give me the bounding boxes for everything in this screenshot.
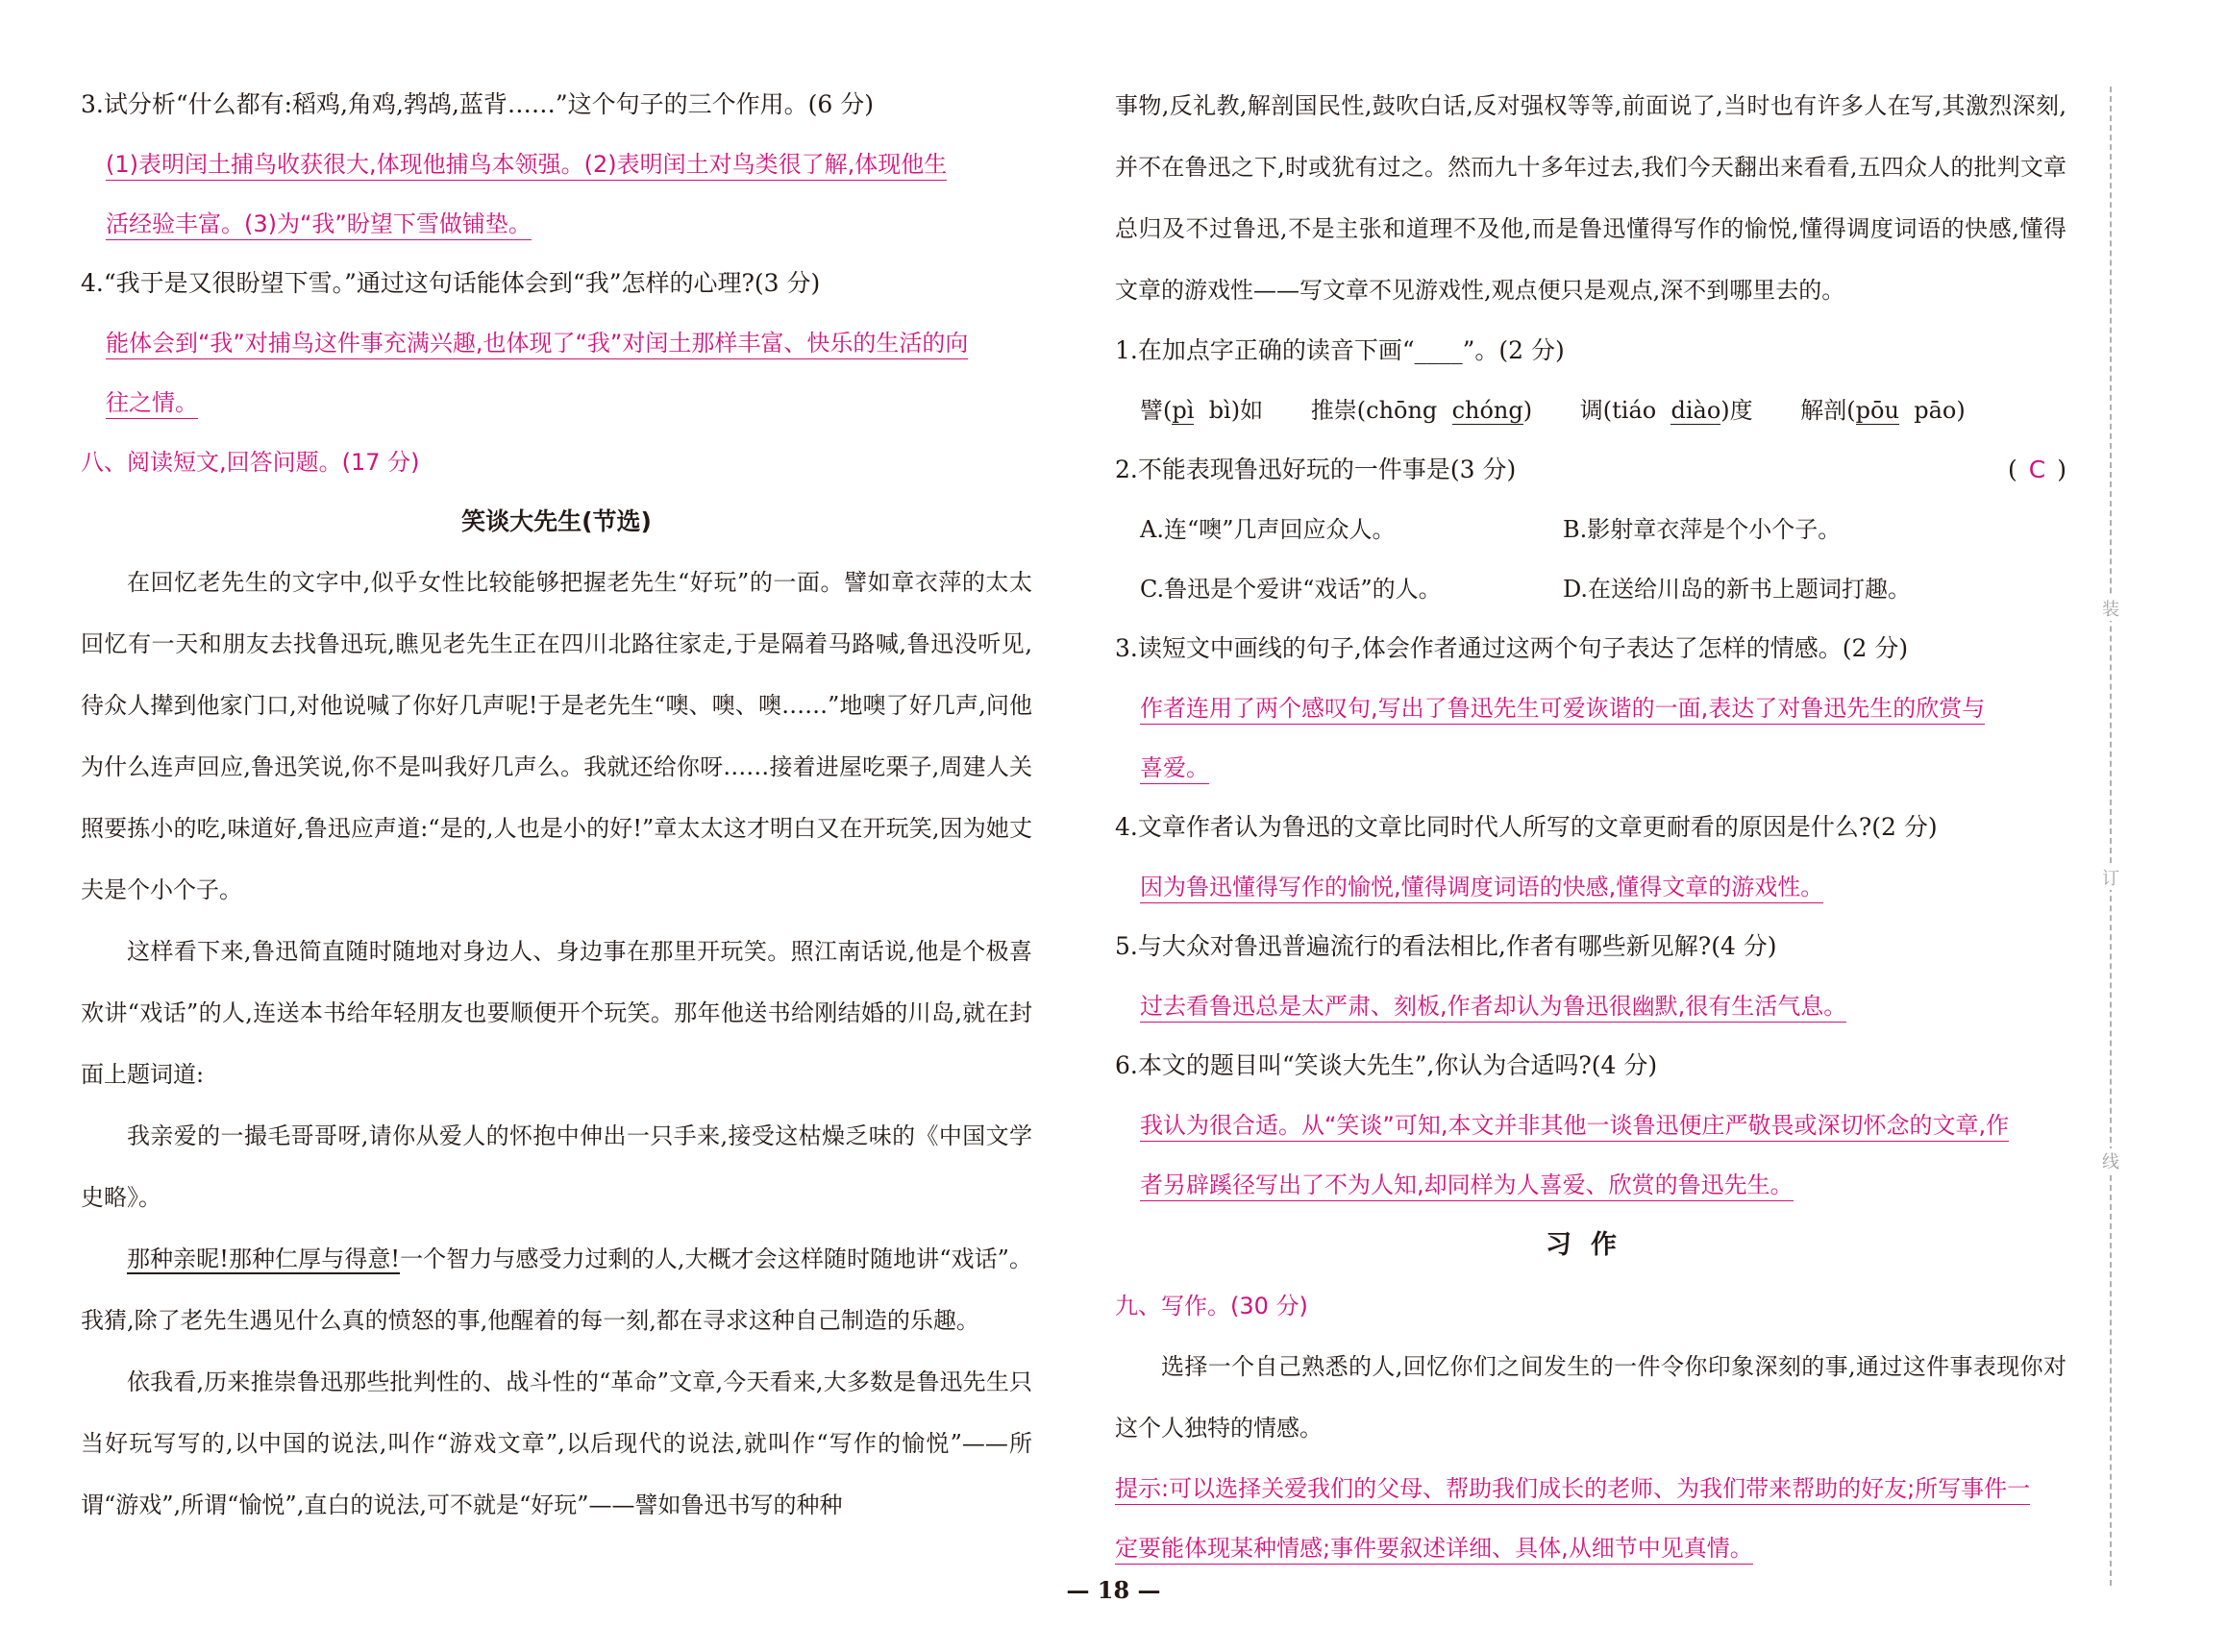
writing-prompt: 选择一个自己熟悉的人,回忆你们之间发生的一件令你印象深刻的事,通过这件事表现你对这个人独特的情感。	[1115, 1353, 2066, 1442]
hint-line: 提示:可以选择关爱我们的父母、帮助我们成长的老师、为我们带来帮助的好友;所写事件一	[1115, 1459, 2066, 1518]
binding-mark: 线	[2098, 1148, 2123, 1173]
options-row	[1115, 559, 2066, 619]
question-4: 4.文章作者认为鲁迅的文章比同时代人所写的文章更耐看的原因是什么?(2 分)	[1115, 813, 1938, 841]
options-row	[1115, 500, 2066, 559]
option-c: C.鲁迅是个爱讲“戏话”的人。	[1140, 576, 1442, 603]
answer-line: 我认为很合适。从“笑谈”可知,本文并非其他一谈鲁迅便庄严敬畏或深切怀念的文章,作	[1115, 1096, 2066, 1155]
page-number: — 18 —	[1066, 1576, 1161, 1604]
answer-line: 过去看鲁迅总是太严肃、刻板,作者却认为鲁迅很幽默,很有生活气息。	[1115, 976, 2066, 1036]
answer-line: 能体会到“我”对捕鸟这件事充满兴趣,也体现了“我”对闰土那样丰富、快乐的生活的向	[81, 313, 1032, 373]
passage-paragraph-5: 依我看,历来推崇鲁迅那些批判性的、战斗性的“革命”文章,今天看来,大多数是鲁迅先生只当好玩写写的,以中国的说法,叫作“游戏文章”,以后现代的说法,就叫作“写作的愉悦”——所谓“游戏”,所谓“愉悦”,直白的说法,可不就是“好玩”——譬如鲁迅书写的种种	[81, 1368, 1032, 1518]
passage-paragraph-1: 在回忆老先生的文字中,似乎女性比较能够把握老先生“好玩”的一面。譬如章衣萍的太太回忆有一天和朋友去找鲁迅玩,瞧见老先生正在四川北路往家走,于是隔着马路喊,鲁迅没听见,待众人撵到他家门口,对他说喊了你好几声呢!于是老先生“噢、噢、噢……”地噢了好几声,问他为什么连声回应,鲁迅笑说,你不是叫我好几声么。我就还给你呀……接着进屋吃栗子,周建人关照要拣小的吃,味道好,鲁迅应声道:“是的,人也是小的好!”章太太这才明白又在开玩笑,因为她丈夫是个小个子。	[81, 569, 1032, 903]
left-column	[81, 75, 1032, 1536]
question-5: 5.与大众对鲁迅普遍流行的看法相比,作者有哪些新见解?(4 分)	[1115, 932, 1777, 960]
answer-line: 者另辟蹊径写出了不为人知,却同样为人喜爱、欣赏的鲁迅先生。	[1115, 1155, 2066, 1215]
option-b: B.影射章衣萍是个小个子。	[1563, 516, 1842, 543]
answer-line: 作者连用了两个感叹句,写出了鲁迅先生可爱诙谐的一面,表达了对鲁迅先生的欣赏与	[1115, 678, 2066, 738]
passage-continuation: 事物,反礼教,解剖国民性,鼓吹白话,反对强权等等,前面说了,当时也有许多人在写,其激烈深刻,并不在鲁迅之下,时或犹有过之。然而九十多年过去,我们今天翻出来看看,五四众人的批判文章总归及不过鲁迅,不是主张和道理不及他,而是鲁迅懂得写作的愉悦,懂得调度词语的快感,懂得文章的游戏性——写文章不见游戏性,观点便只是观点,深不到哪里去的。	[1115, 92, 2066, 304]
pinyin-group: 解剖(pōu pāo)	[1800, 397, 1966, 424]
question-2: 2.不能表现鲁迅好玩的一件事是(3 分) ( C )	[1115, 440, 2066, 500]
passage-paragraph-2: 这样看下来,鲁迅简直随时随地对身边人、身边事在那里开玩笑。照江南话说,他是个极喜欢讲“戏话”的人,连送本书给年轻朋友也要顺便开个玩笑。那年他送书给刚结婚的川岛,就在封面上题词道:	[81, 938, 1032, 1088]
passage-title: 笑谈大先生(节选)	[461, 507, 652, 535]
right-column	[1115, 75, 2066, 1578]
answer-bracket: ( C )	[2008, 456, 2066, 483]
answer-choice: C	[2028, 456, 2046, 483]
section-8-heading: 八、阅读短文,回答问题。(17 分)	[81, 449, 420, 476]
section-9-heading: 九、写作。(30 分)	[1115, 1293, 1308, 1319]
pinyin-options	[1115, 381, 2066, 440]
question-1: 1.在加点字正确的读音下画“____”。(2 分)	[1115, 336, 1565, 364]
pinyin-group: 调(tiáo diào)度	[1579, 397, 1753, 424]
question-6: 6.本文的题目叫“笑谈大先生”,你认为合适吗?(4 分)	[1115, 1051, 1658, 1079]
hint-line: 定要能体现某种情感;事件要叙述详细、具体,从细节中见真情。	[1115, 1518, 2066, 1578]
underlined-sentence: 那种亲昵!那种仁厚与得意!	[127, 1245, 401, 1272]
pinyin-group: 譬(pì bì)如	[1140, 397, 1264, 424]
answer-line: 喜爱。	[1115, 738, 2066, 798]
option-a: A.连“噢”几声回应众人。	[1140, 516, 1396, 543]
pinyin-group: 推崇(chōng chóng)	[1310, 397, 1533, 424]
question-4-left: 4.“我于是又很盼望下雪。”通过这句话能体会到“我”怎样的心理?(3 分)	[81, 269, 821, 297]
composition-heading: 习作	[1546, 1230, 1636, 1260]
option-d: D.在送给川岛的新书上题词打趣。	[1563, 576, 1912, 603]
binding-line	[2110, 86, 2112, 1586]
passage-paragraph-4: 那种亲昵!那种仁厚与得意!一个智力与感受力过剩的人,大概才会这样随时随地讲“戏话”。我猜,除了老先生遇见什么真的愤怒的事,他醒着的每一刻,都在寻求这种自己制造的乐趣。	[81, 1245, 1032, 1334]
question-3: 3.读短文中画线的句子,体会作者通过这两个句子表达了怎样的情感。(2 分)	[1115, 634, 1909, 662]
answer-line: 因为鲁迅懂得写作的愉悦,懂得调度词语的快感,懂得文章的游戏性。	[1115, 857, 2066, 917]
answer-line: 活经验丰富。(3)为“我”盼望下雪做铺垫。	[81, 194, 1032, 254]
binding-mark: 订	[2098, 865, 2123, 890]
binding-mark: 装	[2098, 596, 2123, 621]
passage-paragraph-3: 我亲爱的一撮毛哥哥呀,请你从爱人的怀抱中伸出一只手来,接受这枯燥乏味的《中国文学史略》。	[81, 1122, 1032, 1211]
answer-line: 往之情。	[81, 373, 1032, 432]
answer-line: (1)表明闰土捕鸟收获很大,体现他捕鸟本领强。(2)表明闰土对鸟类很了解,体现他生	[81, 135, 1032, 194]
question-3-left: 3.试分析“什么都有:稻鸡,角鸡,鹁鸪,蓝背……”这个句子的三个作用。(6 分)	[81, 90, 875, 118]
